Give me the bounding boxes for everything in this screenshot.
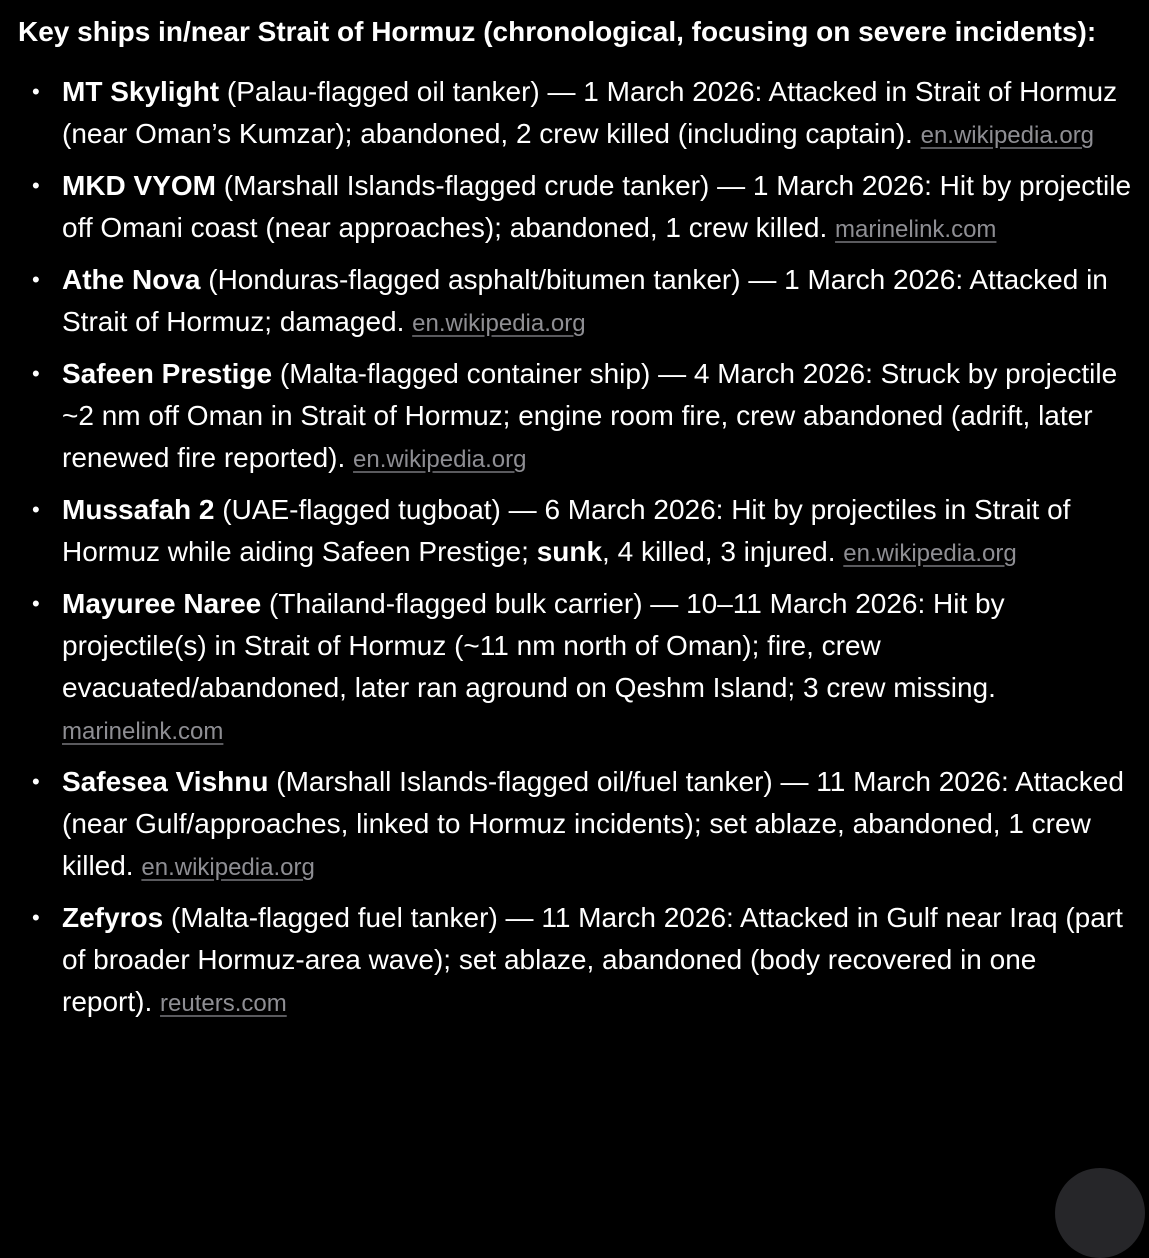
ship-name: Athe Nova: [62, 264, 201, 295]
list-item-mt-skylight: [18, 71, 1133, 157]
ship-description: (Malta-flagged container ship) — 4 March 2026: Struck by projectile ~2 nm off Oman in Strait of Hormuz; engine room fire, crew abandoned (adrift, later renewed fire reported).: [62, 358, 1118, 473]
source-link[interactable]: marinelink.com: [835, 216, 997, 243]
list-item-safeen-prestige: [18, 353, 1133, 481]
bullet: •: [32, 591, 40, 616]
bullet: •: [32, 267, 40, 292]
ship-name: MT Skylight: [62, 76, 220, 107]
section-heading: Key ships in/near Strait of Hormuz (chronological, focusing on severe incidents):: [18, 16, 1097, 47]
ship-name: Zefyros: [62, 902, 164, 933]
list-item-mkd-vyom: [18, 165, 1133, 251]
ship-description: (Marshall Islands-flagged crude tanker) — 1 March 2026: Hit by projectile off Omani coast (near approaches); abandoned, 1 crew killed.: [62, 170, 1132, 243]
list-item-mayuree-naree: [18, 583, 1133, 753]
ship-name: MKD VYOM: [62, 170, 216, 201]
ship-description: (Palau-flagged oil tanker) — 1 March 2026: Attacked in Strait of Hormuz (near Oman’s Kumzar); abandoned, 2 crew killed (including captain).: [62, 76, 1118, 149]
source-link[interactable]: en.wikipedia.org: [843, 540, 1017, 567]
bullet: •: [32, 173, 40, 198]
ship-description-continued: , 4 killed, 3 injured.: [602, 536, 844, 567]
source-link[interactable]: reuters.com: [160, 990, 287, 1017]
source-link[interactable]: en.wikipedia.org: [353, 446, 527, 473]
emphasis-text: sunk: [536, 536, 603, 567]
list-item-mussafah-2: [18, 489, 1133, 575]
ship-name: Safesea Vishnu: [62, 766, 269, 797]
bullet: •: [32, 361, 40, 386]
message-content: [18, 10, 1133, 1033]
ship-description: (Honduras-flagged asphalt/bitumen tanker) — 1 March 2026: Attacked in Strait of Hormuz; damaged.: [62, 264, 1108, 337]
ship-description: (UAE-flagged tugboat) — 6 March 2026: Hit by projectiles in Strait of Hormuz while aiding Safeen Prestige;: [62, 494, 1071, 567]
source-link[interactable]: en.wikipedia.org: [920, 122, 1095, 149]
bullet: •: [32, 769, 40, 794]
scroll-down-button[interactable]: [1055, 1168, 1145, 1258]
bullet: •: [32, 79, 40, 104]
source-link[interactable]: marinelink.com: [62, 718, 224, 745]
ship-description: (Thailand-flagged bulk carrier) — 10–11 March 2026: Hit by projectile(s) in Strait of Hormuz (~11 nm north of Oman); fire, crew evacuated/abandoned, later ran aground on Qeshm Island; 3 crew missing.: [62, 588, 1005, 703]
list-item-zefyros: [18, 897, 1133, 1025]
ship-name: Mussafah 2: [62, 494, 215, 525]
bullet: •: [32, 905, 40, 930]
ship-description: (Marshall Islands-flagged oil/fuel tanker) — 11 March 2026: Attacked (near Gulf/approaches, linked to Hormuz incidents); set ablaze, abandoned, 1 crew killed.: [62, 766, 1124, 881]
list-item-safesea-vishnu: [18, 761, 1133, 889]
source-link[interactable]: en.wikipedia.org: [412, 310, 586, 337]
ship-name: Safeen Prestige: [62, 358, 273, 389]
ship-name: Mayuree Naree: [62, 588, 262, 619]
list-item-athe-nova: [18, 259, 1133, 345]
ship-description: (Malta-flagged fuel tanker) — 11 March 2026: Attacked in Gulf near Iraq (part of broader Hormuz-area wave); set ablaze, abandoned (body recovered in one report).: [62, 902, 1123, 1017]
ship-list: [18, 71, 1133, 1025]
bullet: •: [32, 497, 40, 522]
source-link[interactable]: en.wikipedia.org: [141, 854, 315, 881]
